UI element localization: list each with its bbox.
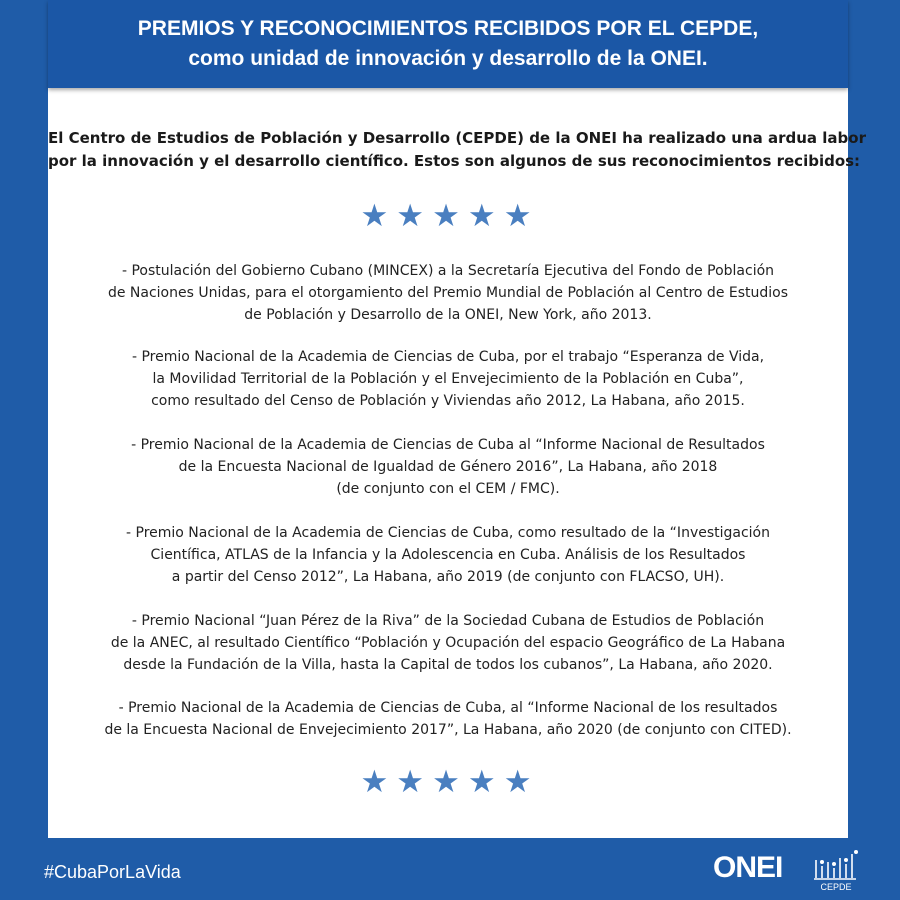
award-line: - Premio Nacional de la Academia de Ciencias de Cuba, como resultado de la “Investigación — [126, 525, 770, 541]
title-line-2: como unidad de innovación y desarrollo de la ONEI. — [188, 47, 708, 70]
star-icon: ★ — [467, 198, 504, 234]
star-icon: ★ — [360, 764, 397, 800]
award-line: - Premio Nacional de la Academia de Ciencias de Cuba, por el trabajo “Esperanza de Vida, — [131, 349, 765, 365]
cepde-logo-text: CEPDE — [820, 882, 852, 892]
award-item-2 — [48, 346, 848, 412]
award-line: - Premio Nacional de la Academia de Ciencias de Cuba, al “Informe Nacional de los resultados — [118, 700, 778, 716]
star-divider-bottom — [0, 764, 900, 800]
award-line: desde la Fundación de la Villa, hasta la Capital de todos los cubanos”, La Habana, año 2020. — [123, 657, 773, 673]
award-item-5 — [48, 610, 848, 676]
award-line: de Naciones Unidas, para el otorgamiento del Premio Mundial de Población al Centro de Estudios — [107, 285, 789, 301]
award-item-6 — [48, 697, 848, 741]
star-icon: ★ — [360, 198, 397, 234]
star-icon: ★ — [467, 764, 504, 800]
award-line: Científica, ATLAS de la Infancia y la Adolescencia en Cuba. Análisis de los Resultados — [150, 547, 746, 563]
intro-paragraph — [48, 127, 866, 173]
page-title — [48, 0, 848, 88]
title-line-1: PREMIOS Y RECONOCIMIENTOS RECIBIDOS POR EL CEPDE, — [137, 17, 759, 40]
cepde-logo-icon — [812, 848, 860, 892]
award-item-1 — [48, 260, 848, 326]
award-line: de la Encuesta Nacional de Igualdad de Género 2016”, La Habana, año 2018 — [178, 459, 718, 475]
award-line: de la Encuesta Nacional de Envejecimiento 2017”, La Habana, año 2020 (de conjunto con CITED). — [104, 722, 792, 738]
hashtag-text: #CubaPorLaVida — [44, 862, 181, 882]
star-icon: ★ — [503, 198, 540, 234]
award-line: - Premio Nacional “Juan Pérez de la Riva” de la Sociedad Cubana de Estudios de Población — [131, 613, 765, 629]
award-line: - Premio Nacional de la Academia de Ciencias de Cuba al “Informe Nacional de Resultados — [131, 437, 765, 453]
star-icon: ★ — [432, 198, 468, 234]
onei-logo: ONEI — [713, 851, 783, 884]
star-divider-top — [0, 198, 900, 234]
award-line: a partir del Censo 2012”, La Habana, año 2019 (de conjunto con FLACSO, UH). — [171, 569, 725, 585]
intro-line-2: por la innovación y el desarrollo científico. Estos son algunos de sus reconocimientos recibidos: — [48, 152, 861, 170]
award-line: como resultado del Censo de Población y Viviendas año 2012, La Habana, año 2015. — [151, 393, 745, 409]
award-item-4 — [48, 522, 848, 588]
intro-line-1: El Centro de Estudios de Población y Desarrollo (CEPDE) de la ONEI ha realizado una ardua labor — [48, 129, 866, 147]
star-icon: ★ — [396, 198, 433, 234]
award-item-3 — [48, 434, 848, 500]
star-icon: ★ — [503, 764, 540, 800]
award-line: (de conjunto con el CEM / FMC). — [336, 481, 560, 497]
award-line: de Población y Desarrollo de la ONEI, New York, año 2013. — [244, 307, 652, 323]
star-icon: ★ — [396, 764, 433, 800]
award-line: de la ANEC, al resultado Científico “Población y Ocupación del espacio Geográfico de La Habana — [110, 635, 786, 651]
award-line: la Movilidad Territorial de la Población y el Envejecimiento de la Población en Cuba”, — [152, 371, 744, 387]
star-icon: ★ — [432, 764, 468, 800]
award-line: - Postulación del Gobierno Cubano (MINCEX) a la Secretaría Ejecutiva del Fondo de Población — [121, 263, 775, 279]
